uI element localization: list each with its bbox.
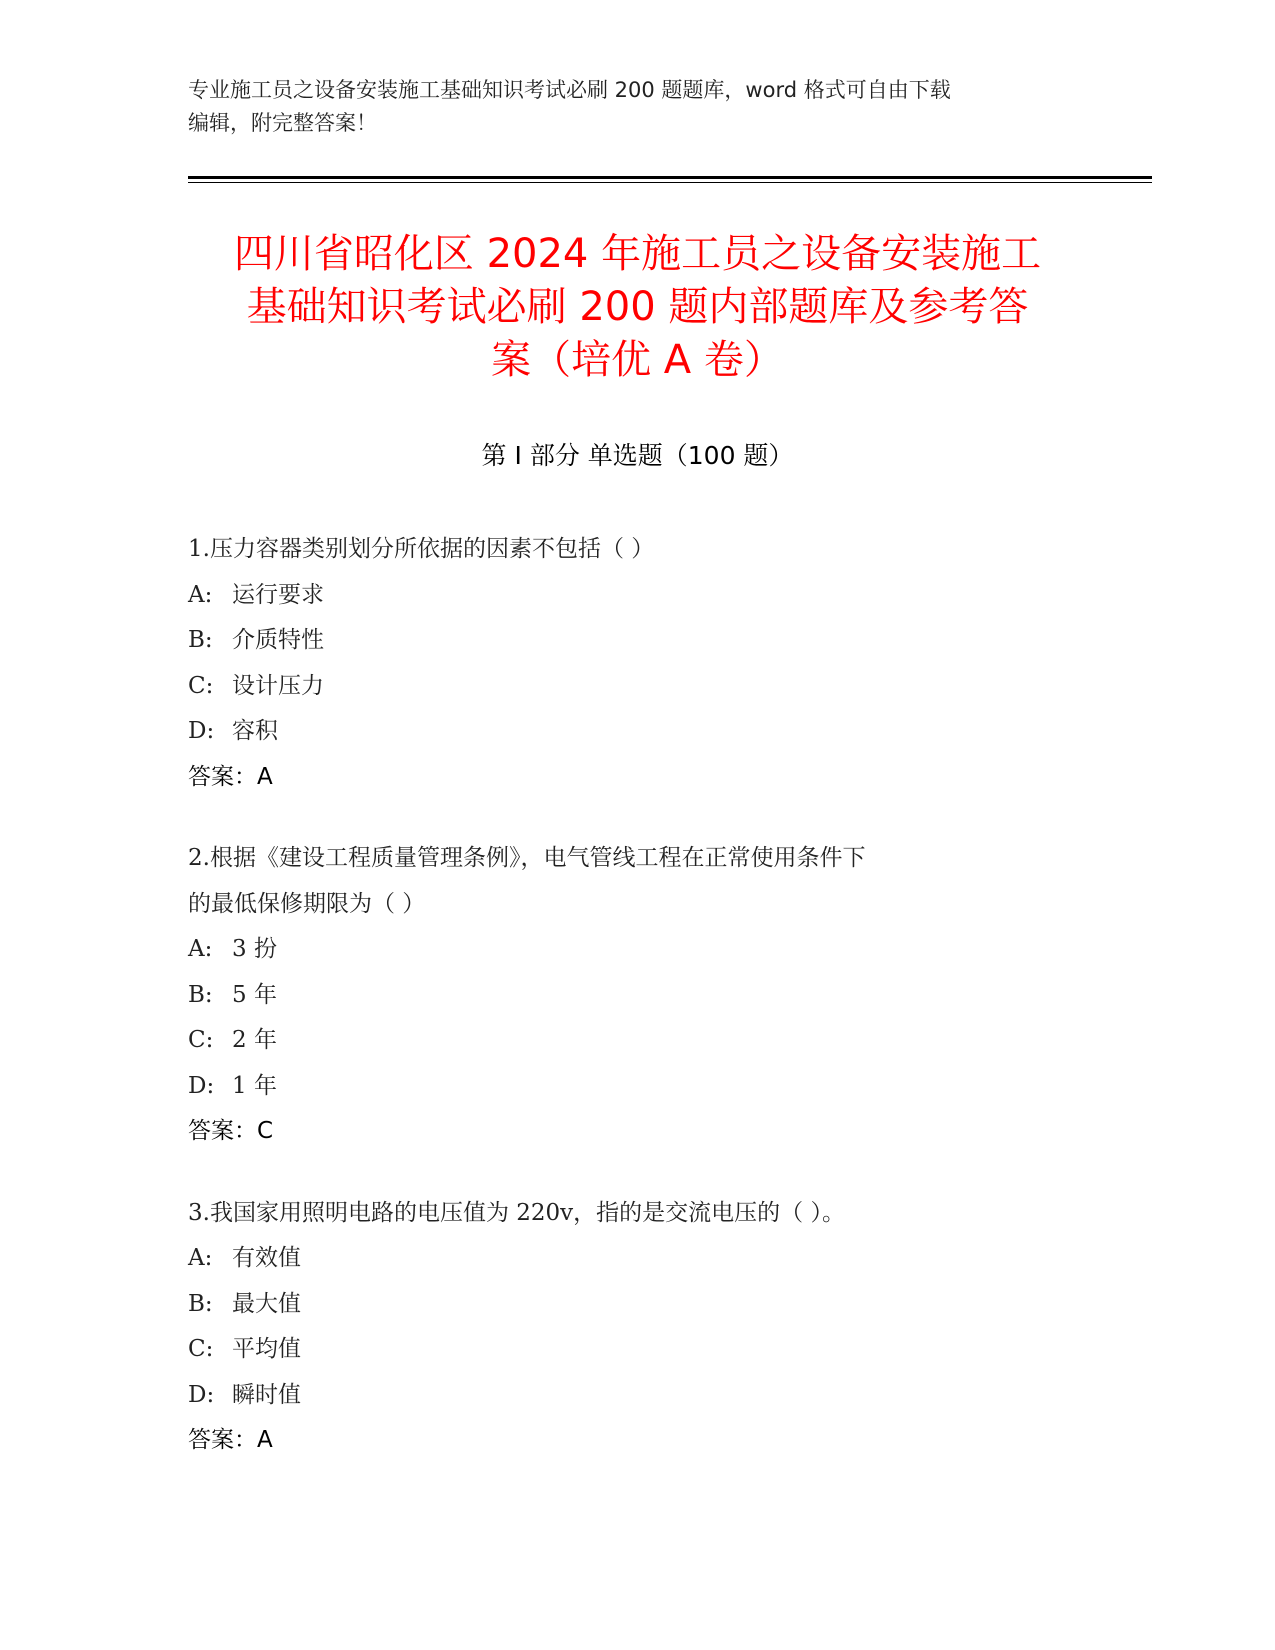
option-text: 5 年 (232, 981, 277, 1008)
header-divider-thick (188, 176, 1152, 179)
question-stem: 2.根据《建设工程质量管理条例》，电气管线工程在正常使用条件下 (188, 845, 866, 871)
option-text: 2 年 (232, 1027, 277, 1053)
title-line-2: 基础知识考试必刷 200 题内部题库及参考答 (246, 284, 1029, 330)
option-row (188, 1236, 1088, 1282)
page-header (188, 74, 1088, 140)
title-line-1: 四川省昭化区 2024 年施工员之设备安装施工 (233, 231, 1042, 277)
section-title: 第 I 部分 单选题（100 题） (481, 441, 794, 470)
option-text: 运行要求 (232, 581, 324, 608)
option-row (188, 664, 1088, 710)
option-letter: D: (188, 1072, 215, 1099)
question-list (188, 527, 1088, 1500)
option-letter: C: (188, 1336, 214, 1362)
option-letter: D: (188, 718, 215, 744)
option-row (188, 709, 1088, 755)
option-text: 介质特性 (232, 627, 324, 653)
option-text: 设计压力 (232, 672, 324, 699)
option-row (188, 973, 1088, 1019)
header-divider-thin (188, 182, 1152, 183)
option-text: 1 年 (232, 1072, 277, 1099)
option-text: 有效值 (232, 1245, 301, 1271)
answer-line: 答案：A (188, 1427, 273, 1453)
option-text: 瞬时值 (232, 1381, 301, 1408)
question-block (188, 836, 1088, 1155)
option-text: 平均值 (232, 1336, 301, 1362)
option-row (188, 927, 1088, 973)
header-line-2: 编辑，附完整答案！ (188, 111, 377, 135)
option-letter: B: (188, 627, 213, 653)
question-stem: 1.压力容器类别划分所依据的因素不包括（ ） (188, 536, 655, 562)
option-letter: B: (188, 1290, 213, 1317)
option-row (188, 1327, 1088, 1373)
option-letter: C: (188, 672, 214, 699)
option-row (188, 1373, 1088, 1419)
option-row (188, 1018, 1088, 1064)
option-row (188, 618, 1088, 664)
option-letter: A: (188, 1245, 213, 1271)
option-letter: B: (188, 981, 213, 1008)
question-stem: 3.我国家用照明电路的电压值为 220v，指的是交流电压的（ ）。 (188, 1199, 845, 1226)
answer-line: 答案：C (188, 1118, 274, 1144)
question-block (188, 1191, 1088, 1464)
option-text: 最大值 (232, 1290, 301, 1317)
option-letter: C: (188, 1027, 214, 1053)
header-line-1: 专业施工员之设备安装施工基础知识考试必刷 200 题题库，word 格式可自由下载 (188, 78, 951, 102)
question-block (188, 527, 1088, 800)
document-title (150, 228, 1125, 387)
option-row (188, 1064, 1088, 1110)
question-stem: 的最低保修期限为（ ） (188, 890, 426, 917)
option-row (188, 1282, 1088, 1328)
option-text: 3 扮 (232, 936, 277, 962)
option-letter: A: (188, 936, 213, 962)
option-text: 容积 (232, 718, 278, 744)
option-letter: D: (188, 1381, 215, 1408)
option-row (188, 573, 1088, 619)
title-line-3: 案（培优 A 卷） (491, 337, 784, 383)
answer-line: 答案：A (188, 763, 273, 790)
option-letter: A: (188, 581, 213, 608)
